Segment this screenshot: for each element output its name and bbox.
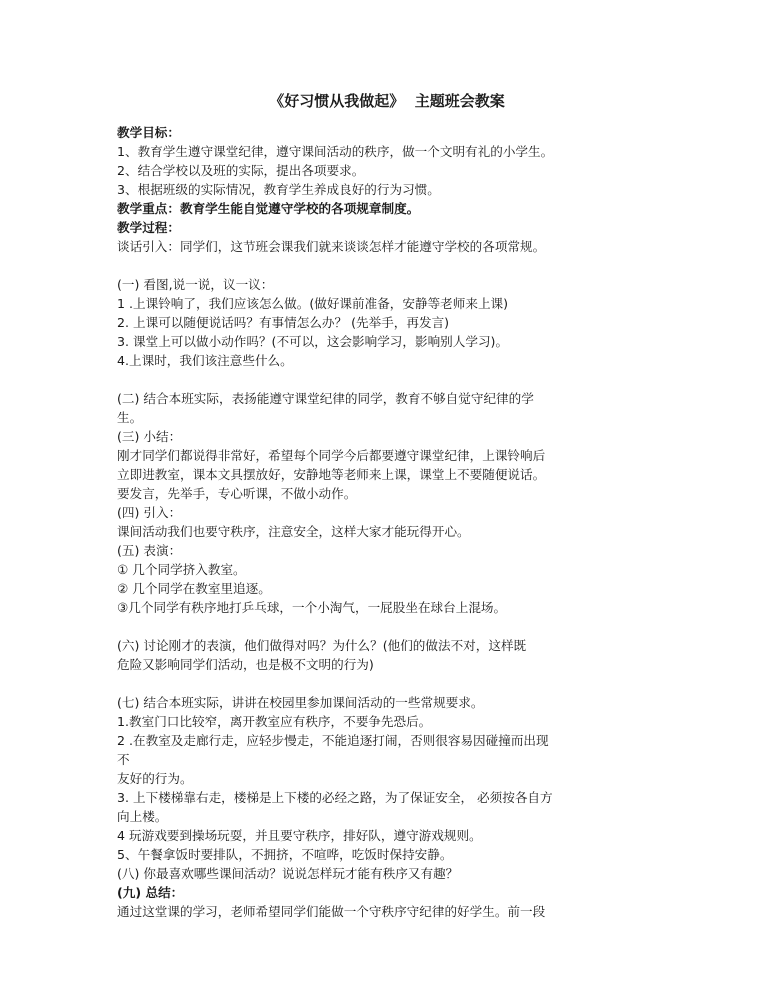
text-line: ② 几个同学在教室里追逐。 — [117, 581, 271, 596]
section-heading: (九) 总结： — [117, 885, 184, 900]
text-line: 要发言，先举手，专心听课，不做小动作。 — [117, 486, 357, 501]
text-line: ① 几个同学挤入教室。 — [117, 562, 246, 577]
text-line: (二) 结合本班实际，表扬能遵守课堂纪律的同学，教育不够自觉守纪律的学 — [117, 391, 534, 406]
text-line: 生。 — [117, 410, 143, 425]
text-line: (四) 引入： — [117, 505, 182, 520]
text-line: 2、结合学校以及班的实际，提出各项要求。 — [117, 163, 365, 178]
text-line: 5、午餐拿饭时要排队，不拥挤，不喧哗，吃饭时保持安静。 — [117, 847, 453, 862]
document-title: 《好习惯从我做起》 主题班会教案 — [269, 92, 505, 110]
text-line: 危险又影响同学们活动，也是极不文明的行为) — [117, 657, 374, 672]
text-line: 2. 上课可以随便说话吗？有事情怎么办？ (先举手，再发言) — [117, 315, 450, 330]
document-body — [117, 123, 657, 921]
text-line: 刚才同学们都说得非常好，希望每个同学今后都要遵守课堂纪律，上课铃响后 — [117, 448, 546, 463]
text-line: 3、根据班级的实际情况，教育学生养成良好的行为习惯。 — [117, 182, 440, 197]
text-line: 课间活动我们也要守秩序，注意安全，这样大家才能玩得开心。 — [117, 524, 470, 539]
text-line: 不 — [117, 752, 130, 767]
text-line: 1 .上课铃响了，我们应该怎么做。(做好课前准备，安静等老师来上课) — [117, 296, 509, 311]
blank-line — [117, 370, 657, 389]
text-line: (一) 看图,说一说，议一议： — [117, 277, 274, 292]
blank-line — [117, 674, 657, 693]
text-line: ③几个同学有秩序地打乒乓球，一个小淘气，一屁股坐在球台上混场。 — [117, 600, 507, 615]
text-line: 3. 上下楼梯靠右走，楼梯是上下楼的必经之路，为了保证安全， 必须按各自方 — [117, 790, 553, 805]
blank-line — [117, 256, 657, 275]
section-heading: 教学重点：教育学生能自觉遵守学校的各项规章制度。 — [117, 201, 420, 216]
text-line: 谈话引入：同学们，这节班会课我们就来谈谈怎样才能遵守学校的各项常规。 — [117, 239, 546, 254]
text-line: (八) 你最喜欢哪些课间活动？说说怎样玩才能有秩序又有趣？ — [117, 866, 459, 881]
document-page — [117, 90, 657, 921]
text-line: (七) 结合本班实际，讲讲在校园里参加课间活动的一些常规要求。 — [117, 695, 484, 710]
blank-line — [117, 617, 657, 636]
text-line: (五) 表演： — [117, 543, 182, 558]
text-line: 立即进教室，课本文具摆放好，安静地等老师来上课，课堂上不要随便说话。 — [117, 467, 546, 482]
text-line: 4 玩游戏要到操场玩耍，并且要守秩序，排好队，遵守游戏规则。 — [117, 828, 482, 843]
text-line: 4.上课时，我们该注意些什么。 — [117, 353, 293, 368]
text-line: (三) 小结： — [117, 429, 182, 444]
text-line: 2 .在教室及走廊行走，应轻步慢走，不能追逐打闹，否则很容易因碰撞而出现 — [117, 733, 549, 748]
text-line: 1、教育学生遵守课堂纪律，遵守课间活动的秩序，做一个文明有礼的小学生。 — [117, 144, 554, 159]
section-heading: 教学目标： — [117, 125, 180, 140]
text-line: 向上楼。 — [117, 809, 168, 824]
text-line: 1.教室门口比较窄，离开教室应有秩序，不要争先恐后。 — [117, 714, 432, 729]
section-heading: 教学过程： — [117, 220, 180, 235]
text-line: 3. 课堂上可以做小动作吗？(不可以，这会影响学习，影响别人学习)。 — [117, 334, 509, 349]
text-line: (六) 讨论刚才的表演，他们做得对吗？为什么？(他们的做法不对，这样既 — [117, 638, 527, 653]
text-line: 友好的行为。 — [117, 771, 193, 786]
text-line: 通过这堂课的学习，老师希望同学们能做一个守秩序守纪律的好学生。前一段 — [117, 904, 546, 919]
